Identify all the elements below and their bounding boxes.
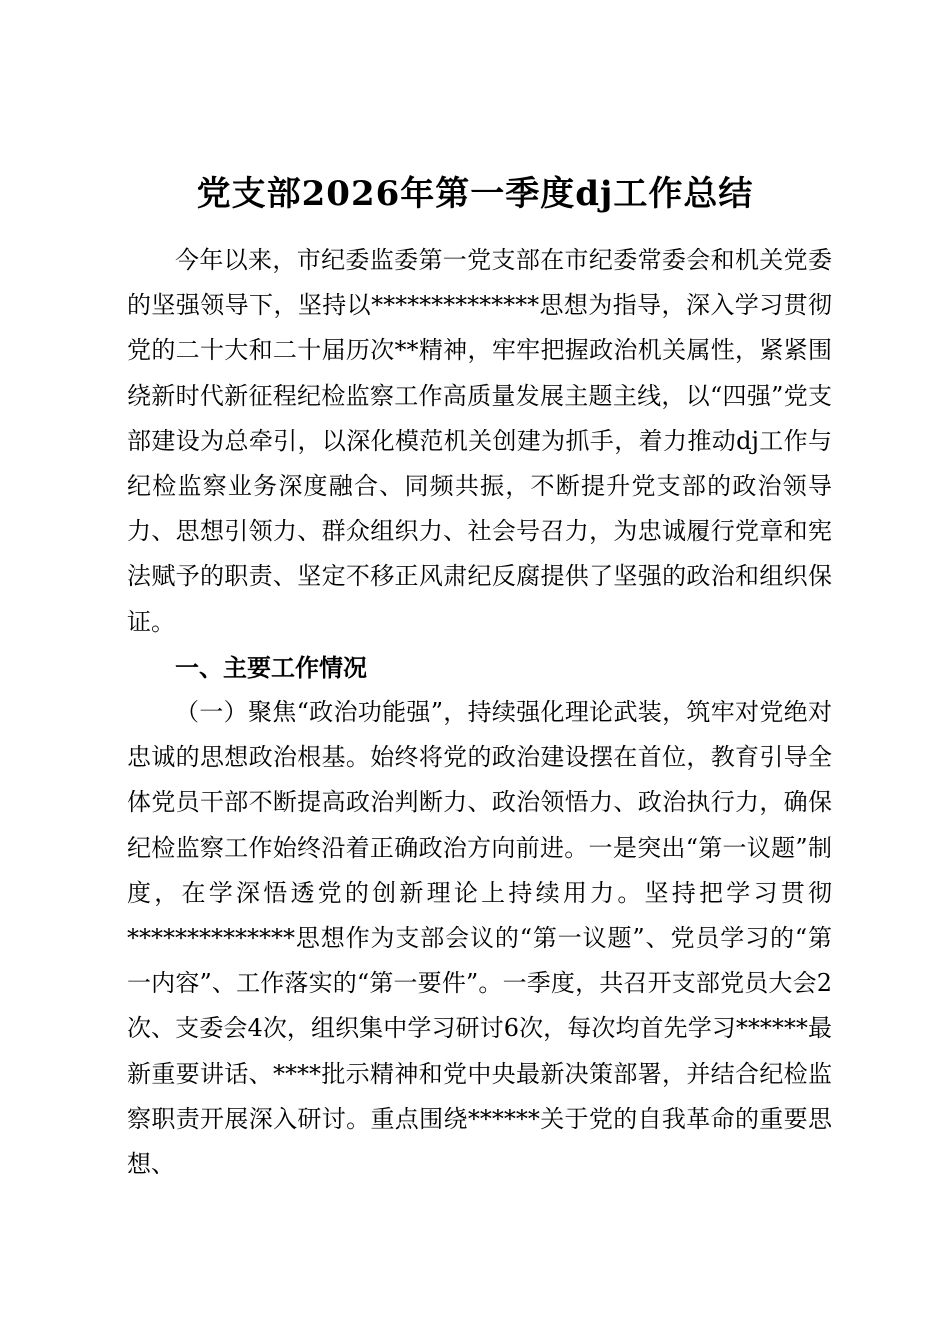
section-heading: 一、主要工作情况: [175, 652, 367, 682]
intro-paragraph: 今年以来，市纪委监委第一党支部在市纪委常委会和机关党委的坚强领导下，坚持以**************思想为指导，深入学习贯彻党的二十大和二十届历次**精神，牢牢把握政治机关属性，紧紧围绕新时代新征程纪检监察工作高质量发展主题主线，以“四强”党支部建设为总牵引，以深化模范机关创建为抓手，着力推动dj工作与纪检监察业务深度融合、同频共振，不断提升党支部的政治领导力、思想引领力、群众组织力、社会号召力，为忠诚履行党章和宪法赋予的职责、坚定不移正风肃纪反腐提供了坚强的政治和组织保证。: [127, 246, 832, 636]
section-paragraph: （一）聚焦“政治功能强”，持续强化理论武装，筑牢对党绝对忠诚的思想政治根基。始终将党的政治建设摆在首位，教育引导全体党员干部不断提高政治判断力、政治领悟力、政治执行力，确保纪检监察工作始终沿着正确政治方向前进。一是突出“第一议题”制度，在学深悟透党的创新理论上持续用力。坚持把学习贯彻**************思想作为支部会议的“第一议题”、党员学习的“第一内容”、工作落实的“第一要件”。一季度，共召开支部党员大会2次、支委会4次，组织集中学习研讨6次，每次均首先学习******最新重要讲话、****批示精神和党中央最新决策部署，并结合纪检监察职责开展深入研讨。重点围绕******关于党的自我革命的重要思想、: [127, 698, 832, 1179]
document-title: 党支部2026年第一季度dj工作总结: [196, 174, 754, 214]
document-body: [127, 238, 832, 1187]
